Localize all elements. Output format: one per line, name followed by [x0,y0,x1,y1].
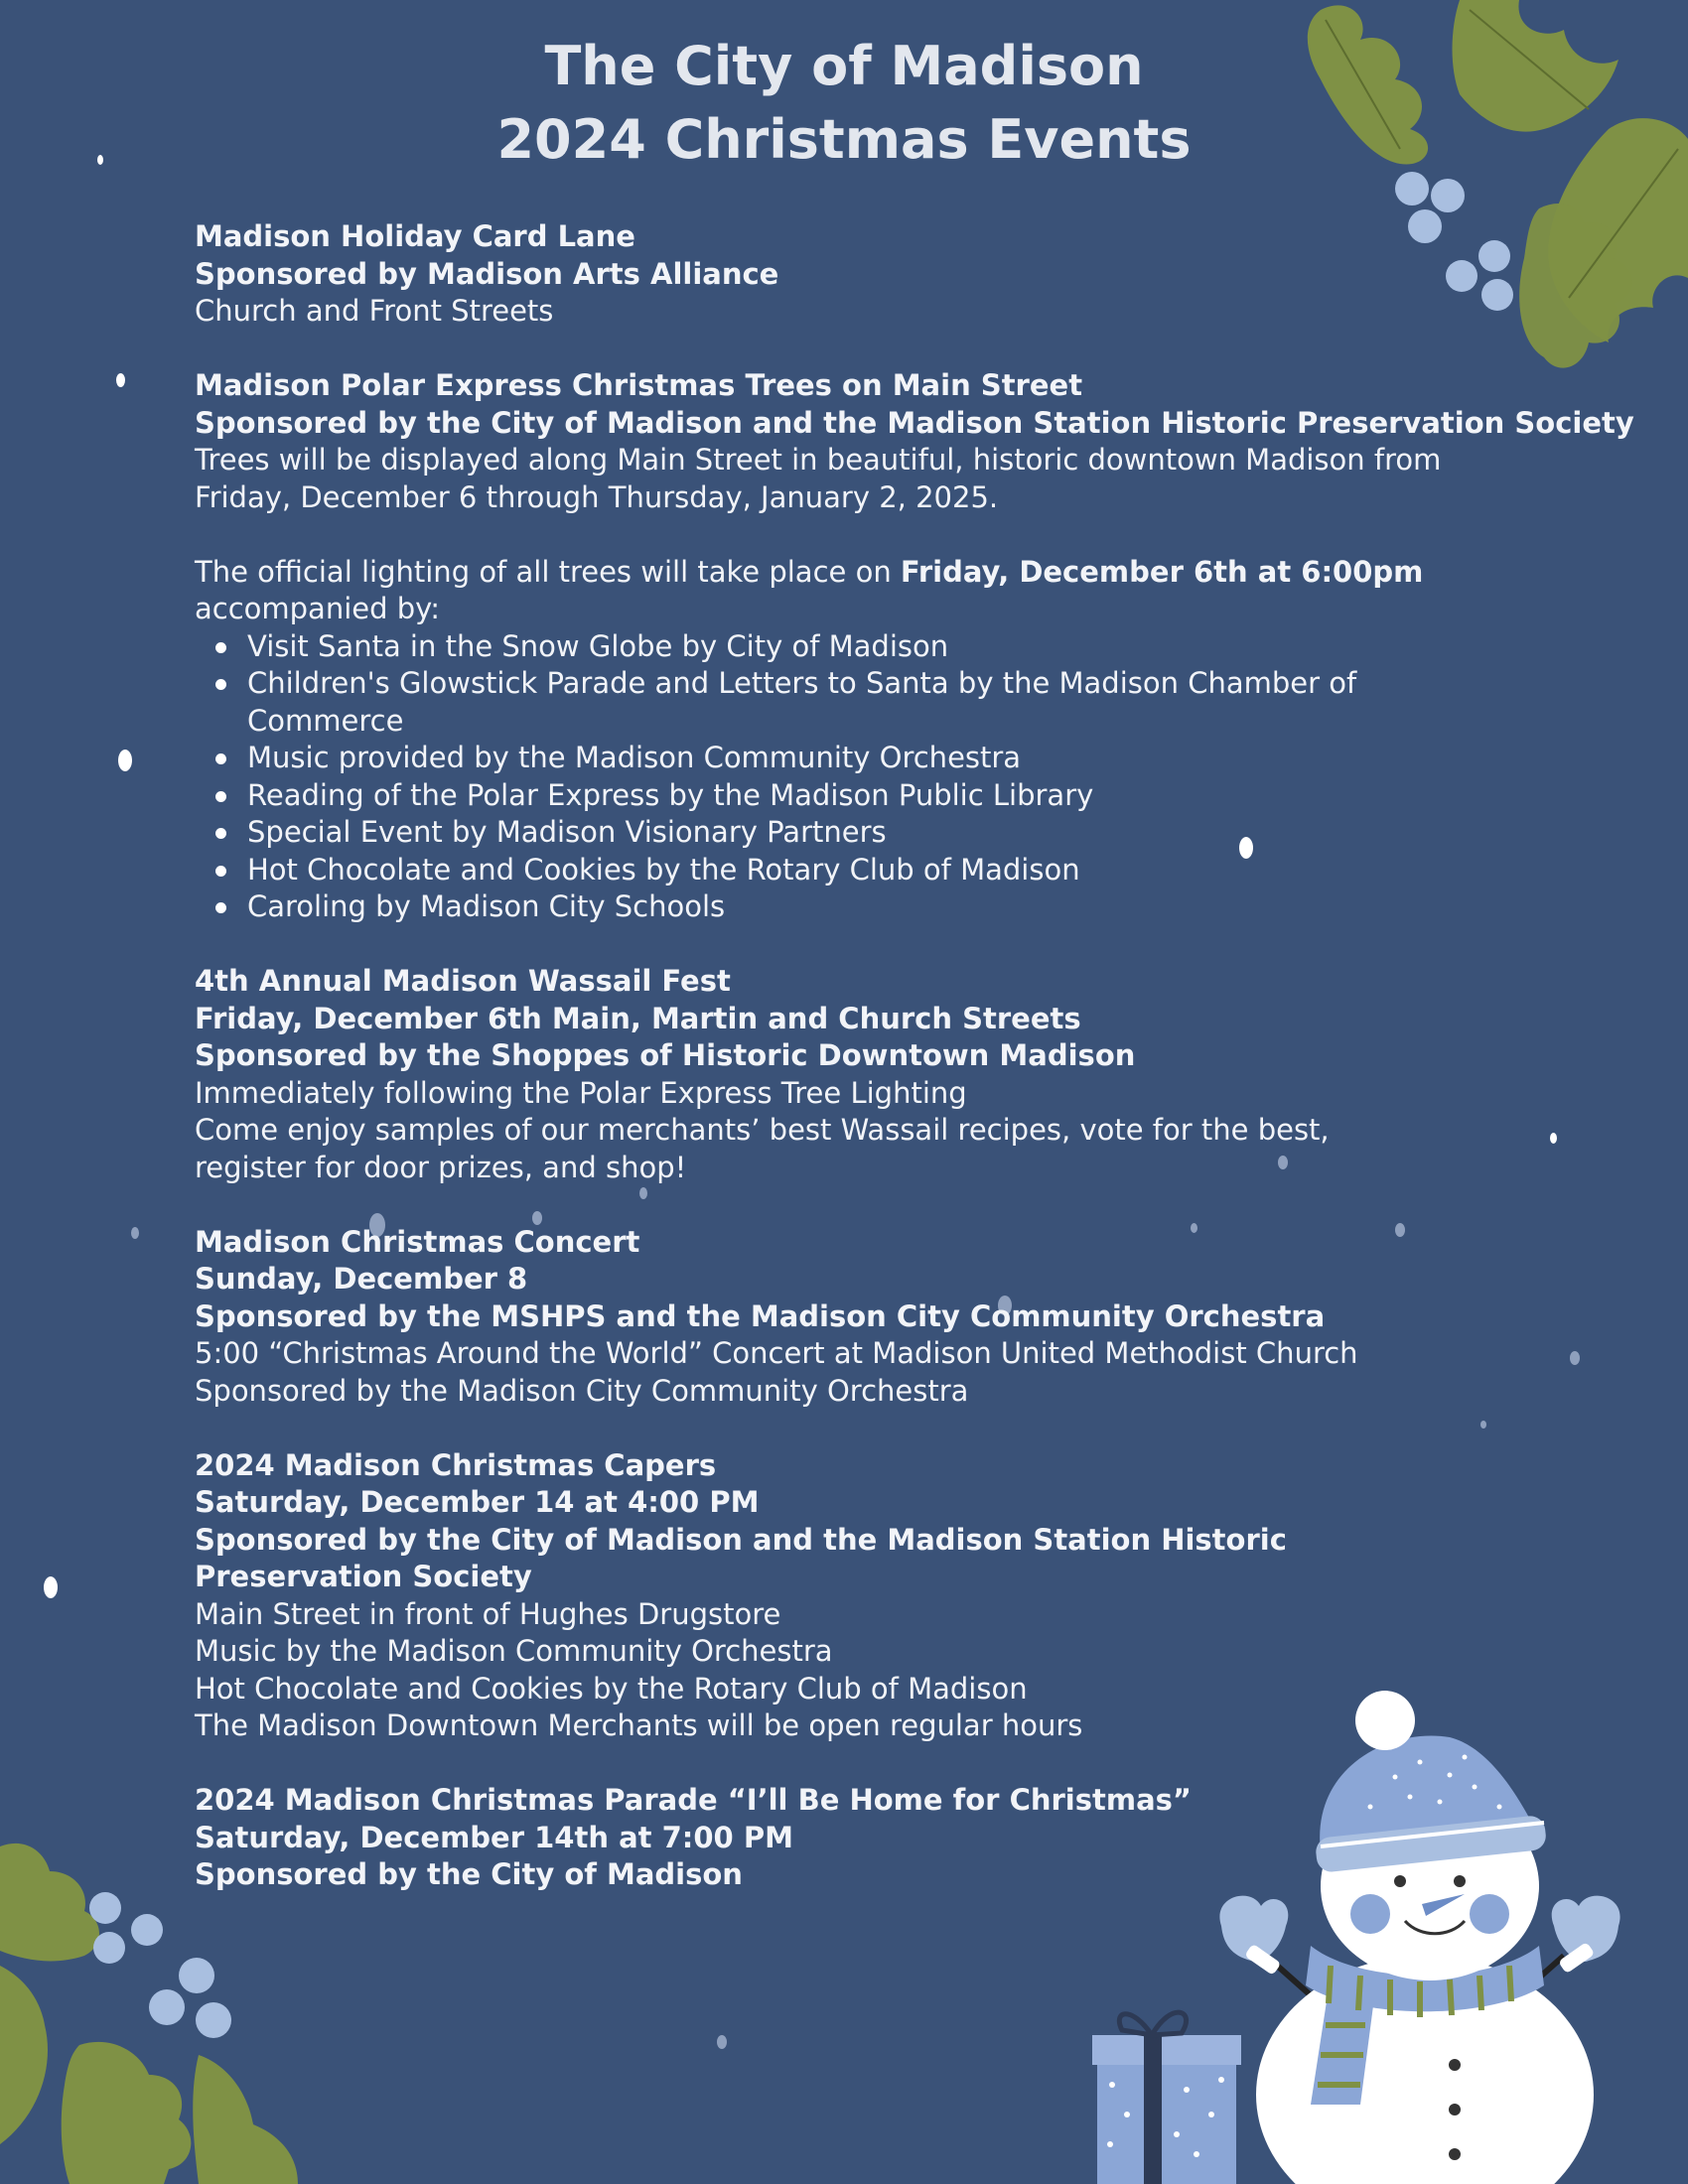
event-sponsor: Sponsored by the City of Madison and the Madison Station Historic Preservation Society [195,405,1634,440]
event-detail: Main Street in front of Hughes Drugstore [195,1596,781,1631]
list-item: Reading of the Polar Express by the Madison Public Library [247,777,1565,815]
activities-list [195,628,1565,926]
event-sponsor: Preservation Society [195,1560,532,1593]
lighting-time: Friday, December 6th at 6:00pm [900,554,1424,589]
lighting-paragraph [195,554,1565,628]
list-item: Music provided by the Madison Community Orchestra [247,740,1565,777]
event-detail: Sponsored by the Madison City Community Orchestra [195,1373,969,1408]
snowflake-dot-icon [1570,1351,1580,1365]
event-capers [195,1447,1565,1745]
lighting-suffix: accompanied by: [195,592,440,625]
list-item: Children's Glowstick Parade and Letters to Santa by the Madison Chamber of Commerce [247,665,1419,740]
page-title [0,30,1688,177]
list-item: Visit Santa in the Snow Globe by City of Madison [247,628,1565,666]
event-title: Madison Holiday Card Lane [195,219,635,253]
event-title: 2024 Madison Christmas Capers [195,1447,717,1482]
event-detail: Come enjoy samples of our merchants’ best Wassail recipes, vote for the best, [195,1113,1330,1147]
event-date: Sunday, December 8 [195,1262,528,1296]
event-title: 2024 Madison Christmas Parade “I’ll Be Home for Christmas” [195,1783,1192,1817]
event-polar-express [195,367,1634,516]
event-title: Madison Christmas Concert [195,1224,640,1259]
snowflake-dot-icon [131,1227,139,1239]
event-parade [195,1782,1565,1894]
event-date: Saturday, December 14 at 4:00 PM [195,1485,760,1519]
event-date: Friday, December 6th Main, Martin and Church Streets [195,1001,1081,1035]
event-detail: Music by the Madison Community Orchestra [195,1634,833,1668]
title-line-1: The City of Madison [544,35,1144,97]
event-wassail [195,963,1565,1186]
snowflake-dot-icon [116,373,125,387]
snowflake-dot-icon [44,1576,58,1598]
event-concert [195,1224,1565,1411]
gift-box-icon [1082,1995,1251,2184]
event-detail: register for door prizes, and shop! [195,1150,687,1184]
event-detail: Immediately following the Polar Express Tree Lighting [195,1075,967,1110]
snowflake-dot-icon [118,750,132,771]
event-sponsor: Sponsored by the City of Madison and the Madison Station Historic [195,1522,1287,1557]
event-detail: The Madison Downtown Merchants will be open regular hours [195,1708,1083,1742]
events-list [195,218,1634,1931]
event-description: Friday, December 6 through Thursday, January 2, 2025. [195,479,999,514]
list-item: Special Event by Madison Visionary Partners [247,814,1565,852]
event-sponsor: Sponsored by the Shoppes of Historic Downtown Madison [195,1038,1136,1072]
event-detail: Hot Chocolate and Cookies by the Rotary Club of Madison [195,1671,1028,1706]
event-location: Church and Front Streets [195,294,554,328]
event-card-lane [195,218,1565,331]
list-item: Hot Chocolate and Cookies by the Rotary Club of Madison [247,852,1565,889]
list-item: Caroling by Madison City Schools [247,888,1565,926]
event-detail: 5:00 “Christmas Around the World” Concert at Madison United Methodist Church [195,1336,1358,1370]
title-line-2: 2024 Christmas Events [496,108,1192,171]
event-description: Trees will be displayed along Main Street in beautiful, historic downtown Madison from [195,443,1442,477]
event-sponsor: Sponsored by Madison Arts Alliance [195,256,779,291]
event-title: Madison Polar Express Christmas Trees on Main Street [195,368,1083,402]
event-sponsor: Sponsored by the MSHPS and the Madison City Community Orchestra [195,1298,1326,1333]
lighting-prefix: The official lighting of all trees will take place on [195,554,901,589]
event-date: Saturday, December 14th at 7:00 PM [195,1820,793,1854]
event-title: 4th Annual Madison Wassail Fest [195,964,731,998]
event-sponsor: Sponsored by the City of Madison [195,1857,743,1891]
snowflake-dot-icon [717,2035,727,2049]
event-tree-lighting [195,554,1565,926]
